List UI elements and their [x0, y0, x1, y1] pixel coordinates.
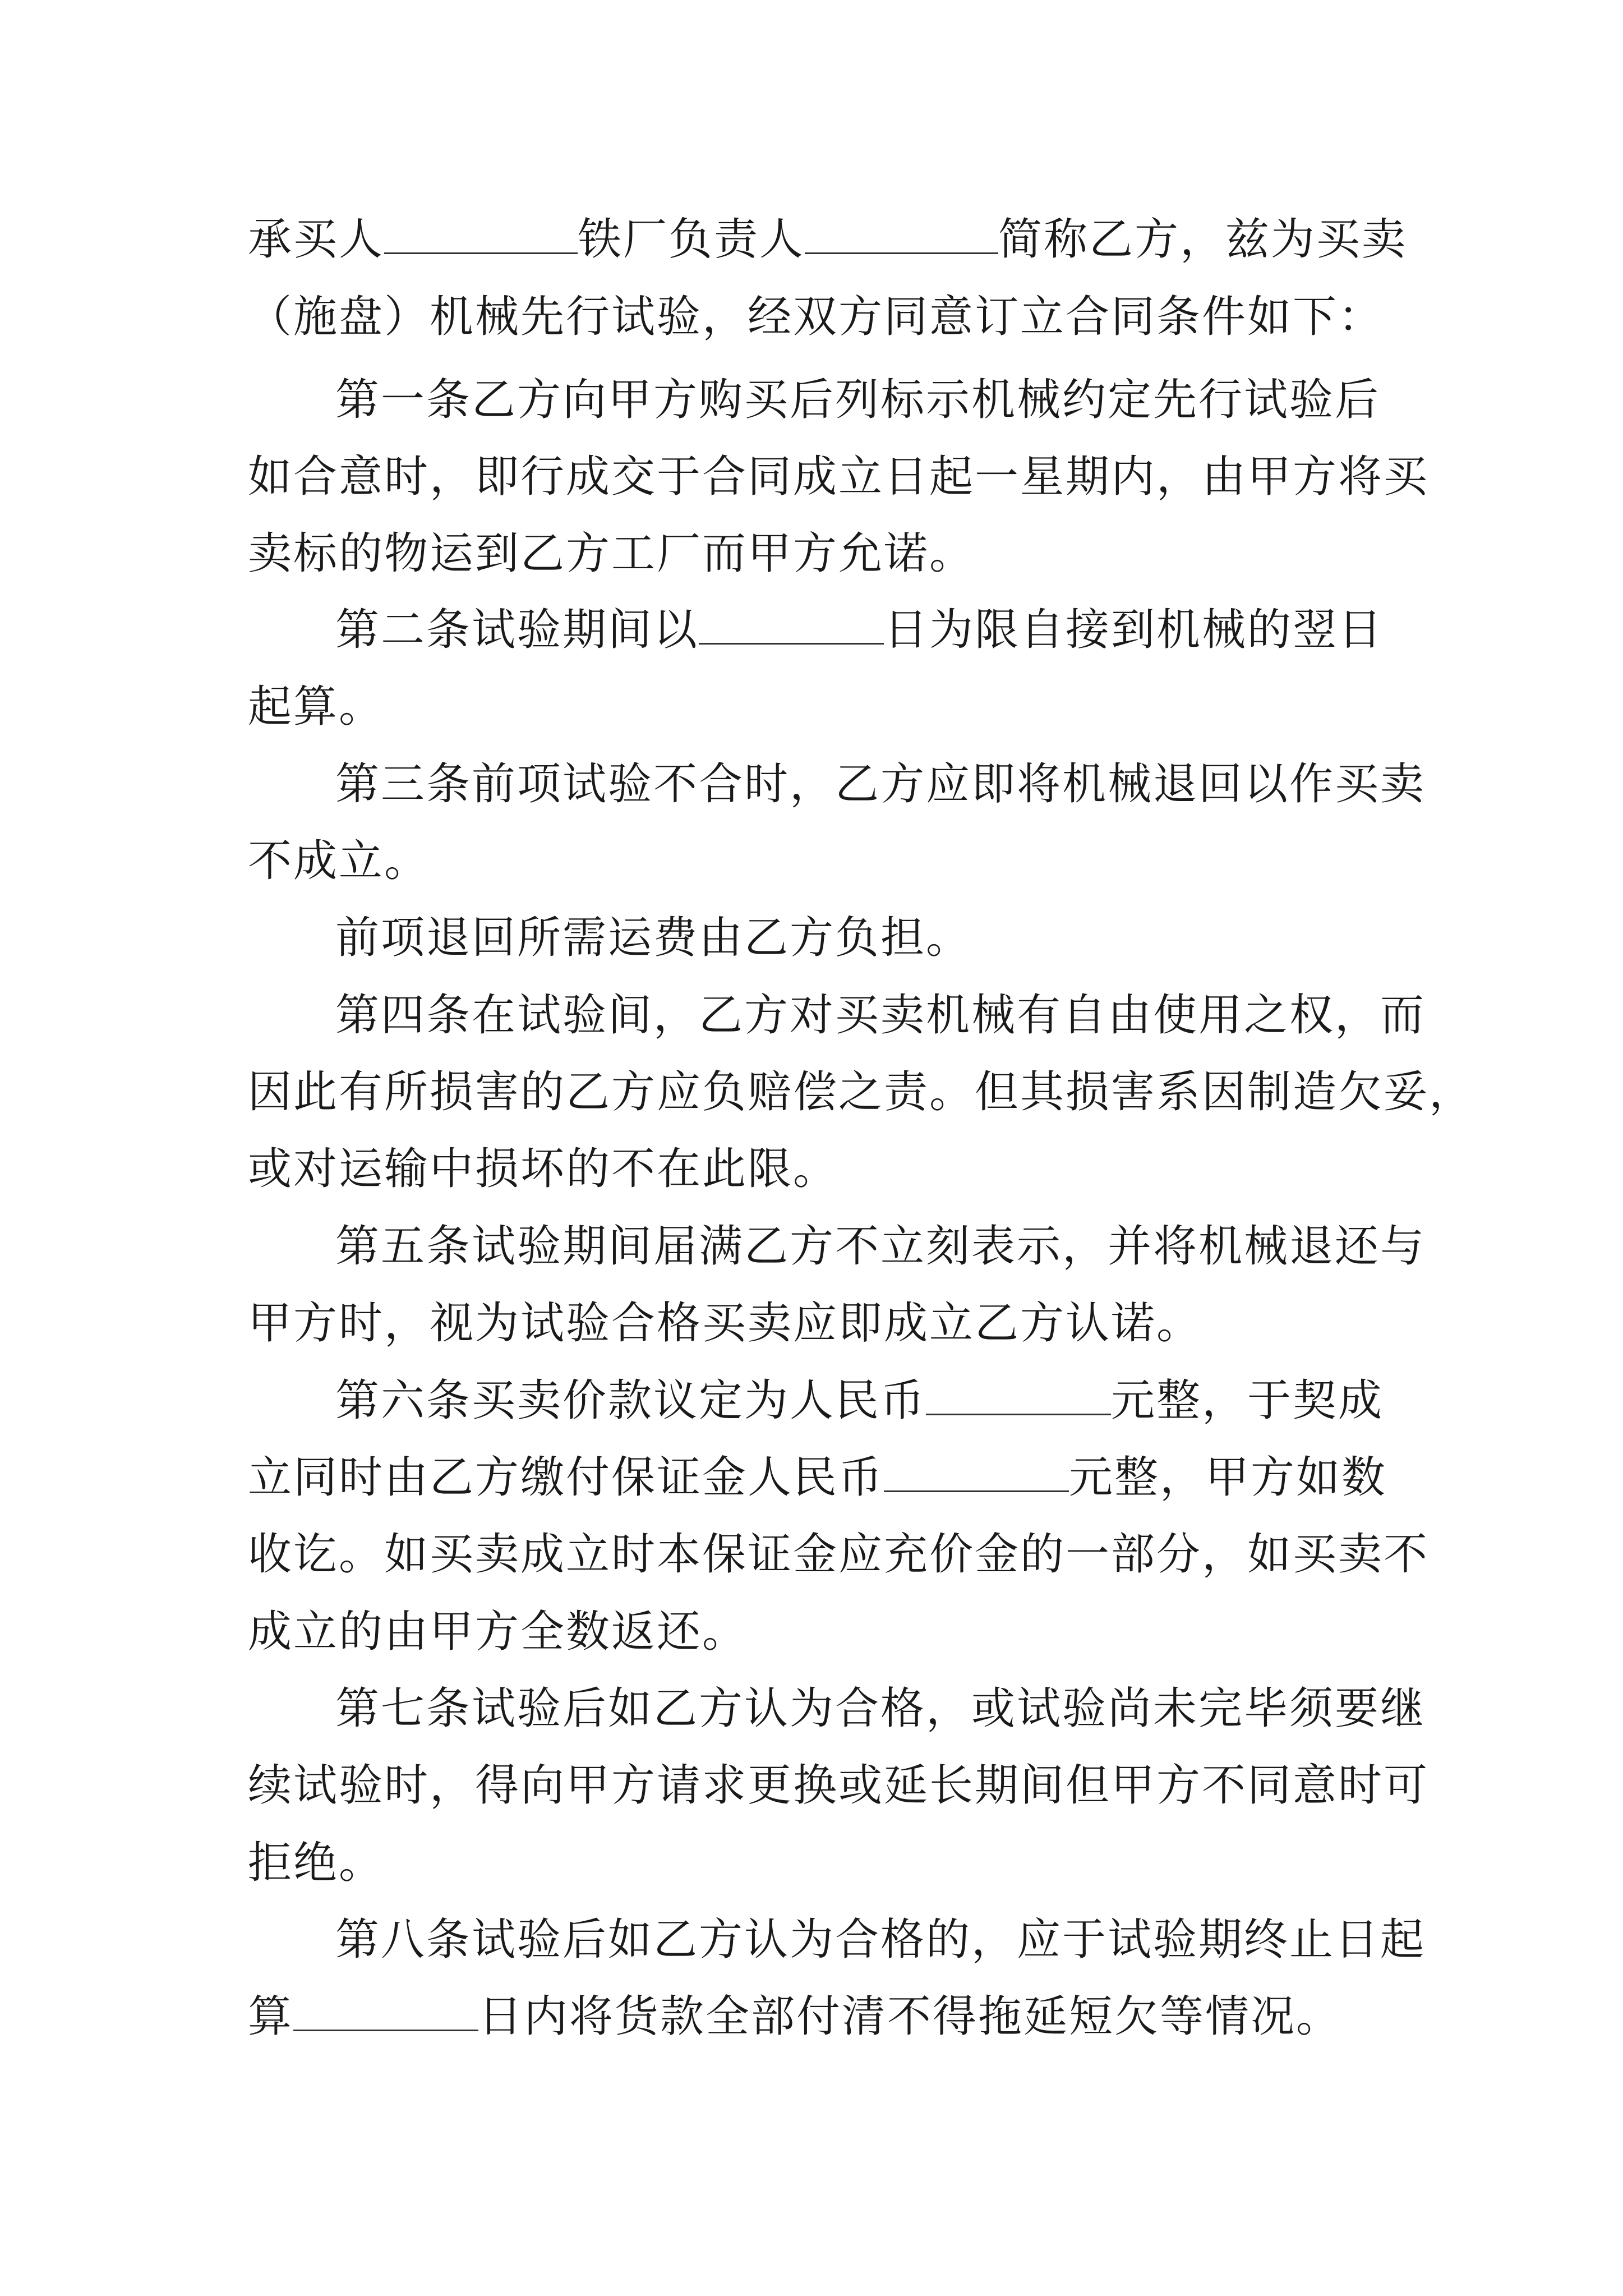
- article-4-heading-line: 第四条在试验间，乙方对买卖机械有自由使用之权，而: [335, 990, 1426, 1041]
- article-3-heading-line: 第三条前项试验不合时，乙方应即将机械退回以作买卖: [335, 759, 1426, 809]
- text-line: 成立的由甲方全数返还。: [248, 1607, 748, 1657]
- text-line: 卖标的物运到乙方工厂而甲方允诺。: [248, 528, 975, 579]
- text-segment: 第六条买卖价款议定为人民币: [335, 1375, 926, 1426]
- fill-in-blank: [926, 1374, 1111, 1415]
- text-line: [248, 1989, 1341, 2045]
- text-line: 因此有所损害的乙方应负赔偿之责。但其损害系因制造欠妥，: [248, 1067, 1475, 1117]
- text-segment: 立同时由乙方缴付保证金人民币: [248, 1452, 884, 1503]
- text-segment: 元整，甲方如数: [1069, 1452, 1387, 1503]
- text-line: [248, 211, 1407, 268]
- text-line: 拒绝。: [248, 1838, 385, 1888]
- fill-in-blank: [884, 1451, 1069, 1492]
- text-line: [248, 1450, 1387, 1506]
- text-line: 起算。: [248, 682, 385, 732]
- fill-in-blank: [805, 213, 998, 254]
- article-5-heading-line: 第五条试验期间届满乙方不立刻表示，并将机械退还与: [335, 1221, 1426, 1272]
- text-segment: 日为限自接到机械的翌日: [884, 605, 1384, 655]
- text-line: 前项退回所需运费由乙方负担。: [335, 913, 972, 963]
- article-7-heading-line: 第七条试验后如乙方认为合格，或试验尚未完毕须要继: [335, 1683, 1426, 1734]
- article-2-heading-line: [335, 602, 1384, 658]
- text-line: 甲方时，视为试验合格买卖应即成立乙方认诺。: [248, 1298, 1202, 1349]
- text-segment: 简称乙方，兹为买卖: [998, 214, 1408, 265]
- text-line: 或对运输中损坏的不在此限。: [248, 1144, 839, 1194]
- text-segment: 第二条试验期间以: [335, 605, 699, 655]
- fill-in-blank: [384, 213, 578, 254]
- text-line: 续试验时，得向甲方请求更换或延长期间但甲方不同意时可: [248, 1760, 1430, 1811]
- fill-in-blank: [699, 604, 884, 645]
- fill-in-blank: [293, 1990, 478, 2031]
- text-line: （施盘）机械先行试验，经双方同意订立合同条件如下：: [248, 292, 1384, 342]
- text-segment: 承买人: [248, 214, 385, 265]
- text-segment: 日内将货款全部付清不得拖延短欠等情况。: [478, 1991, 1342, 2042]
- text-segment: 元整，于契成: [1111, 1375, 1384, 1426]
- article-6-heading-line: [335, 1373, 1384, 1429]
- article-8-heading-line: 第八条试验后如乙方认为合格的，应于试验期终止日起: [335, 1915, 1426, 1965]
- article-1-heading-line: 第一条乙方向甲方购买后列标示机械约定先行试验后: [335, 375, 1381, 425]
- text-line: 如合意时，即行成交于合同成立日起一星期内，由甲方将买: [248, 452, 1430, 502]
- text-line: 不成立。: [248, 836, 430, 886]
- text-segment: 铁厂负责人: [578, 214, 805, 265]
- text-line: 收讫。如买卖成立时本保证金应充价金的一部分，如买卖不: [248, 1529, 1430, 1580]
- text-segment: 算: [248, 1991, 294, 2042]
